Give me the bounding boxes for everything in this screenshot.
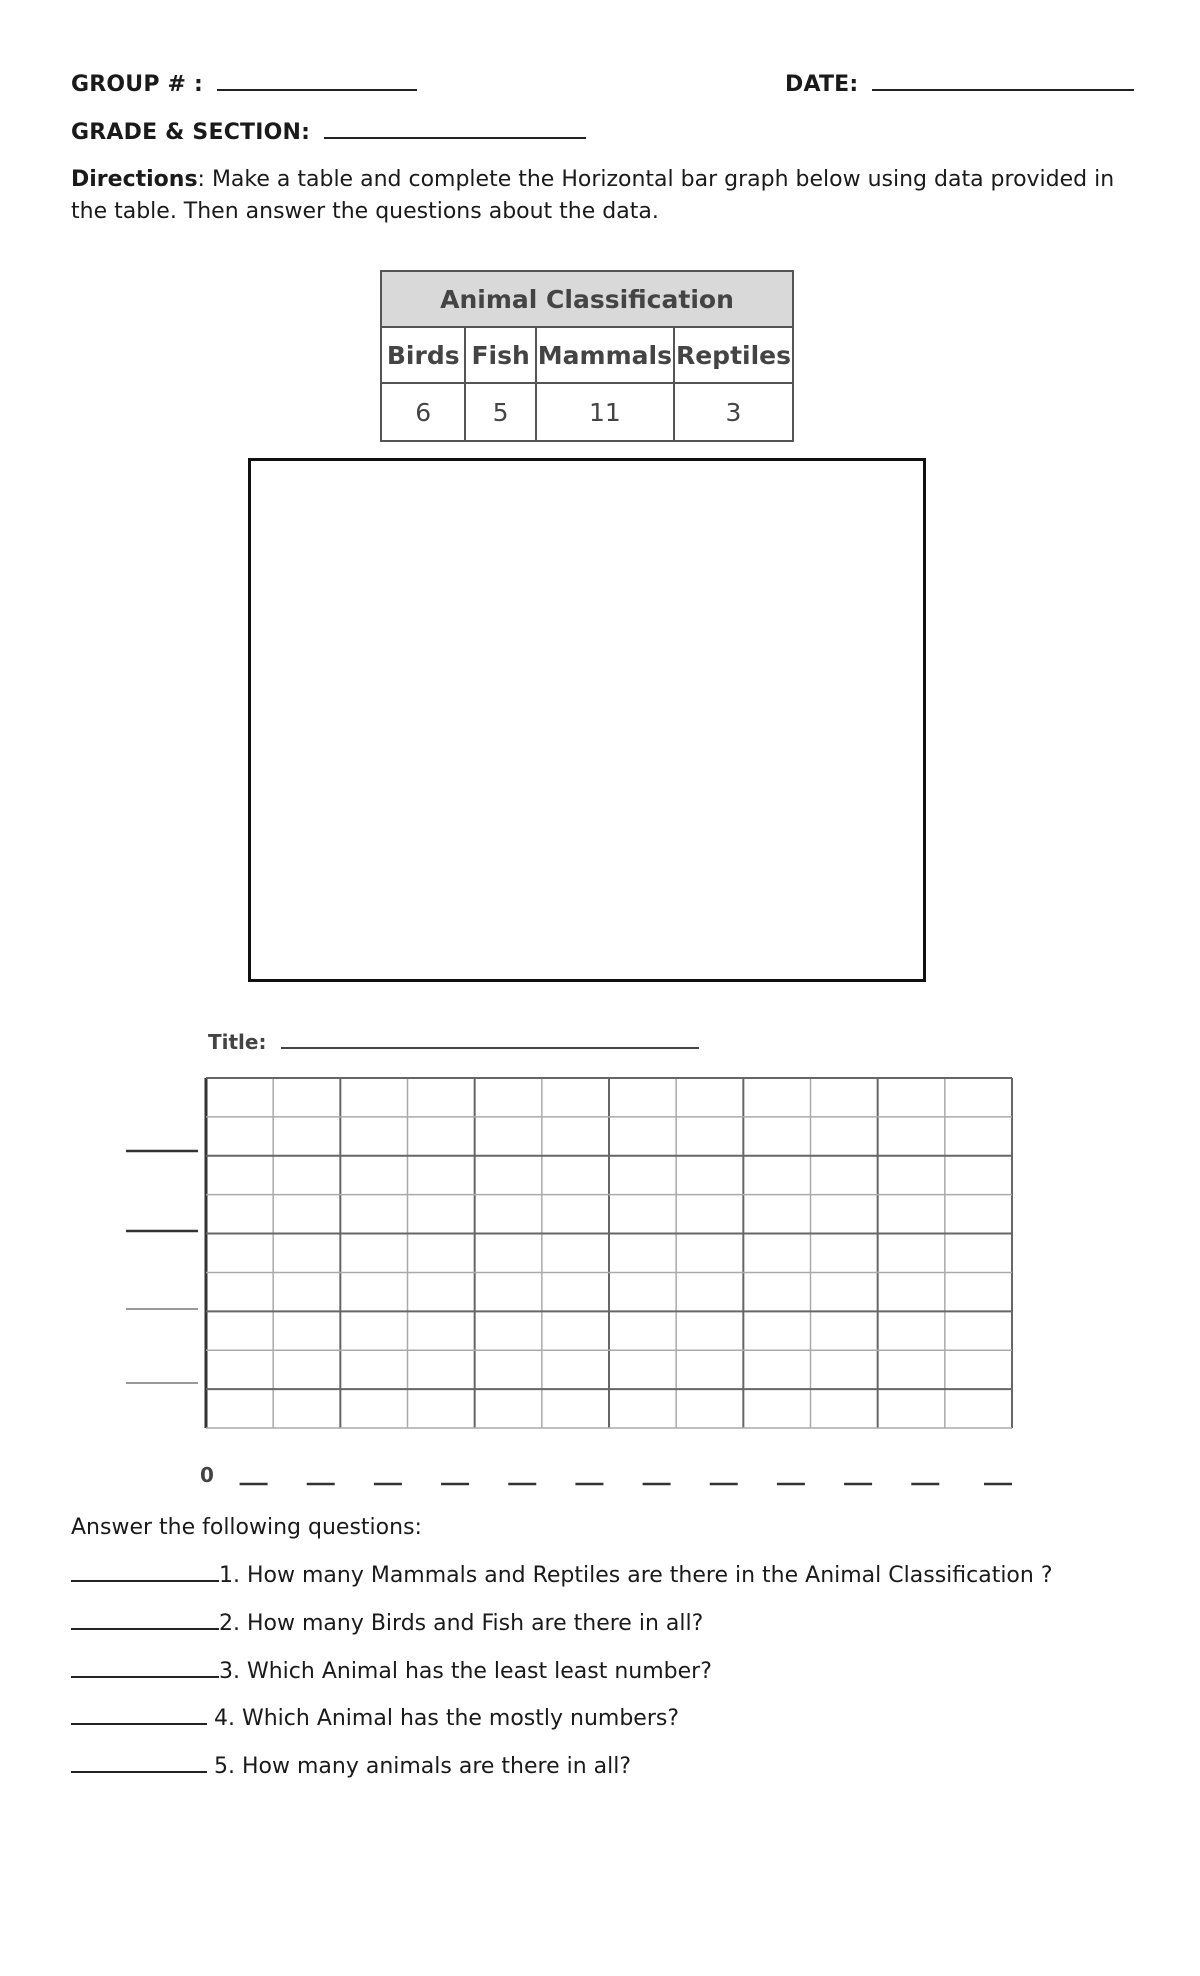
table-header-birds: Birds xyxy=(381,327,465,383)
question-5-text: 5. How many animals are there in all? xyxy=(207,1754,632,1779)
table-value-birds: 6 xyxy=(381,383,465,441)
question-3 xyxy=(71,1659,712,1684)
table-header-reptiles: Reptiles xyxy=(674,327,793,383)
question-2 xyxy=(71,1611,703,1636)
date-label: DATE: xyxy=(785,72,859,97)
bar-graph-grid[interactable] xyxy=(206,1078,1012,1428)
answer-blank-4[interactable] xyxy=(71,1723,207,1725)
answer-blank-5[interactable] xyxy=(71,1771,207,1773)
table-header-fish: Fish xyxy=(465,327,535,383)
question-1-text: 1. How many Mammals and Reptiles are there in the Animal Classification ? xyxy=(219,1563,1053,1588)
question-3-text: 3. Which Animal has the least least number? xyxy=(219,1659,712,1684)
grade-section-label: GRADE & SECTION: xyxy=(71,120,311,145)
answer-blank-3[interactable] xyxy=(71,1676,219,1678)
answer-blank-2[interactable] xyxy=(71,1628,219,1630)
questions-intro: Answer the following questions: xyxy=(71,1515,422,1540)
answer-blank-1[interactable] xyxy=(71,1580,219,1582)
category-label-blanks xyxy=(126,1151,198,1383)
question-4-text: 4. Which Animal has the mostly numbers? xyxy=(207,1706,680,1731)
directions-text: : Make a table and complete the Horizontal bar graph below using data provided in the table. Then answer the questions about the data. xyxy=(71,167,1115,224)
table-value-reptiles: 3 xyxy=(674,383,793,441)
axis-zero-label: 0 xyxy=(200,1463,214,1487)
graph-title-label: Title: xyxy=(208,1030,267,1054)
table-value-mammals: 11 xyxy=(536,383,674,441)
question-2-text: 2. How many Birds and Fish are there in all? xyxy=(219,1611,704,1636)
group-label: GROUP # : xyxy=(71,72,204,97)
table-header-mammals: Mammals xyxy=(536,327,674,383)
question-4 xyxy=(71,1706,679,1731)
table-value-fish: 5 xyxy=(465,383,535,441)
question-5 xyxy=(71,1754,631,1779)
question-1 xyxy=(71,1563,1053,1588)
table-caption: Animal Classification xyxy=(381,271,793,327)
directions-label: Directions xyxy=(71,167,198,192)
